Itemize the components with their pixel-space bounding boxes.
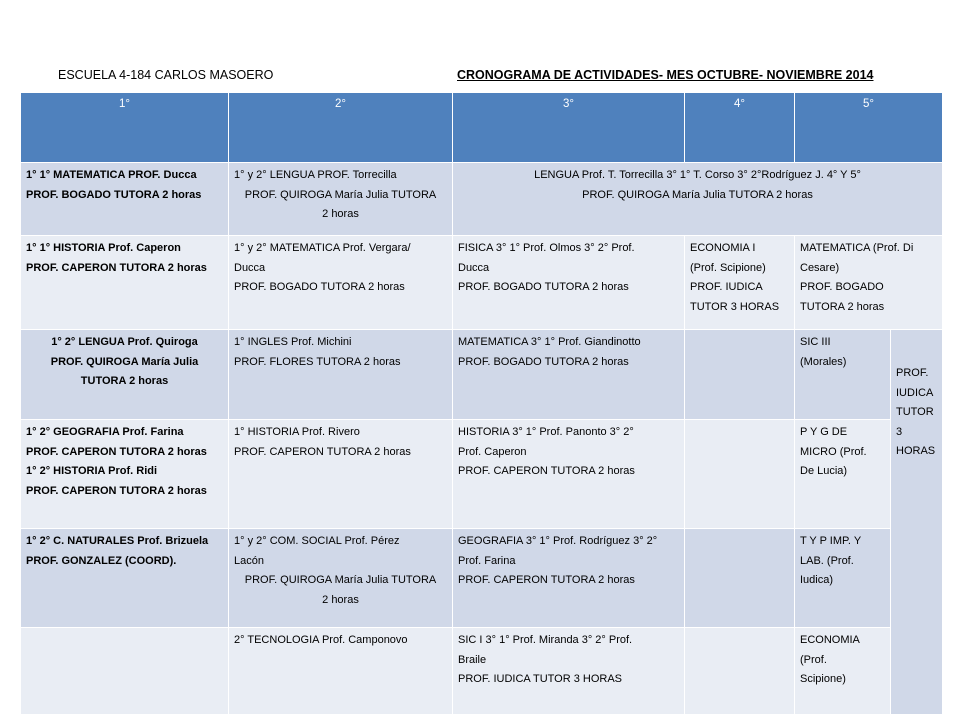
table-cell: 1° 2° GEOGRAFIA Prof. Farina PROF. CAPERON TUTORA 2 horas 1° 2° HISTORIA Prof. Ridi PROF. CAPERON TUTORA 2 horas (21, 420, 229, 529)
table-row (21, 163, 943, 236)
table-cell: 2° TECNOLOGIA Prof. Camponovo (229, 628, 453, 715)
table-cell: HISTORIA 3° 1° Prof. Panonto 3° 2° Prof. Caperon PROF. CAPERON TUTORA 2 horas (453, 420, 685, 529)
table-cell: GEOGRAFIA 3° 1° Prof. Rodríguez 3° 2° Prof. Farina PROF. CAPERON TUTORA 2 horas (453, 529, 685, 628)
table-cell: MATEMATICA 3° 1° Prof. Giandinotto PROF. BOGADO TUTORA 2 horas (453, 330, 685, 420)
tutor-cell: PROF. IUDICA TUTOR 3 HORAS (891, 330, 943, 715)
table-cell (685, 529, 795, 628)
table-cell (685, 628, 795, 715)
table-cell: ECONOMIA (Prof. Scipione) (795, 628, 891, 715)
table-cell: SIC I 3° 1° Prof. Miranda 3° 2° Prof. Braile PROF. IUDICA TUTOR 3 HORAS (453, 628, 685, 715)
table-cell (21, 628, 229, 715)
table-cell: 1° INGLES Prof. Michini PROF. FLORES TUTORA 2 horas (229, 330, 453, 420)
table-cell: SIC III (Morales) (795, 330, 891, 420)
table-cell: FISICA 3° 1° Prof. Olmos 3° 2° Prof. Ducca PROF. BOGADO TUTORA 2 horas (453, 236, 685, 330)
column-header: 2° (229, 93, 453, 163)
school-name: ESCUELA 4-184 CARLOS MASOERO (58, 68, 274, 82)
header-row (21, 93, 943, 163)
table-cell: ECONOMIA I (Prof. Scipione) PROF. IUDICA TUTOR 3 HORAS (685, 236, 795, 330)
table-cell: T Y P IMP. Y LAB. (Prof. Iudica) (795, 529, 891, 628)
column-header: 3° (453, 93, 685, 163)
column-header: 4° (685, 93, 795, 163)
table-cell: 1° 2° C. NATURALES Prof. Brizuela PROF. GONZALEZ (COORD). (21, 529, 229, 628)
table-row (21, 330, 943, 420)
table-cell (685, 420, 795, 529)
schedule-table (20, 92, 943, 715)
table-cell: 1° y 2° COM. SOCIAL Prof. Pérez Lacón PROF. QUIROGA María Julia TUTORA 2 horas (229, 529, 453, 628)
table-cell: 1° HISTORIA Prof. Rivero PROF. CAPERON TUTORA 2 horas (229, 420, 453, 529)
table-cell: 1° 1° MATEMATICA PROF. Ducca PROF. BOGADO TUTORA 2 horas (21, 163, 229, 236)
table-row (21, 529, 943, 628)
table-cell: P Y G DE MICRO (Prof. De Lucia) (795, 420, 891, 529)
column-header: 1° (21, 93, 229, 163)
table-cell (685, 330, 795, 420)
table-cell: LENGUA Prof. T. Torrecilla 3° 1° T. Corso 3° 2°Rodríguez J. 4° Y 5° PROF. QUIROGA María Julia TUTORA 2 horas (453, 163, 943, 236)
table-cell: MATEMATICA (Prof. Di Cesare) PROF. BOGADO TUTORA 2 horas (795, 236, 943, 330)
table-cell: 1° 1° HISTORIA Prof. Caperon PROF. CAPERON TUTORA 2 horas (21, 236, 229, 330)
column-header: 5° (795, 93, 943, 163)
table-cell: 1° y 2° MATEMATICA Prof. Vergara/ Ducca PROF. BOGADO TUTORA 2 horas (229, 236, 453, 330)
table-row (21, 628, 943, 715)
table-row (21, 420, 943, 529)
table-row (21, 236, 943, 330)
table-cell: 1° 2° LENGUA Prof. Quiroga PROF. QUIROGA María Julia TUTORA 2 horas (21, 330, 229, 420)
schedule-title: CRONOGRAMA DE ACTIVIDADES- MES OCTUBRE- NOVIEMBRE 2014 (457, 68, 874, 82)
table-cell: 1° y 2° LENGUA PROF. Torrecilla PROF. QUIROGA María Julia TUTORA 2 horas (229, 163, 453, 236)
